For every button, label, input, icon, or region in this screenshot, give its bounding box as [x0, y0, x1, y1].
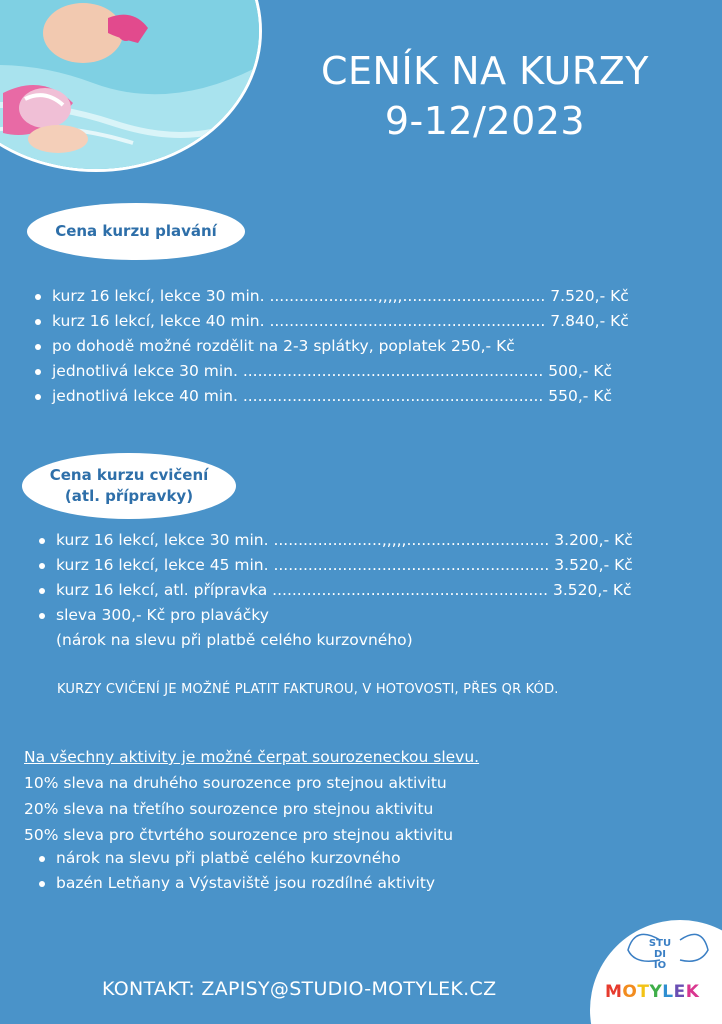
studio-motylek-logo [590, 920, 722, 1024]
list-item: kurz 16 lekcí, lekce 30 min. ......................,,,,,............................. 7.520,- Kč [32, 284, 652, 309]
title-line-1: CENÍK NA KURZY [320, 49, 650, 93]
list-item: kurz 16 lekcí, lekce 30 min. ......................,,,,,............................. 3.200,- Kč [36, 528, 656, 553]
logo-studio-line: IO [653, 960, 667, 971]
payment-note: KURZY CVIČENÍ JE MOŽNÉ PLATIT FAKTUROU, V HOTOVOSTI, PŘES QR KÓD. [57, 682, 559, 697]
list-item: po dohodě možné rozdělit na 2-3 splátky, poplatek 250,- Kč [32, 334, 652, 359]
exercise-label-line-2: (atl. přípravky) [64, 487, 194, 505]
title-line-2: 9-12/2023 [384, 99, 586, 143]
sibling-discount-section [24, 744, 479, 848]
list-item: kurz 16 lekcí, atl. přípravka ........................................................ 3.520,- Kč [36, 578, 656, 603]
page-title [300, 46, 670, 146]
swim-price-label-text: Cena kurzu plavání [55, 222, 217, 240]
sibling-discount-line: 50% sleva pro čtvrtého sourozence pro stejnou aktivitu [24, 826, 454, 844]
exercise-price-label [22, 453, 236, 519]
list-item: kurz 16 lekcí, lekce 45 min. ........................................................ 3.520,- Kč [36, 553, 656, 578]
sibling-discount-heading: Na všechny aktivity je možné čerpat sourozeneckou slevu. [24, 748, 480, 766]
exercise-label-line-1: Cena kurzu cvičení [49, 466, 209, 484]
logo-studio-text [640, 938, 680, 971]
list-item: nárok na slevu při platbě celého kurzovného [36, 846, 636, 871]
list-item: jednotlivá lekce 40 min. ............................................................. 550,- Kč [32, 384, 652, 409]
list-item: jednotlivá lekce 30 min. ............................................................. 500,- Kč [32, 359, 652, 384]
sibling-discount-bullets [36, 846, 636, 896]
logo-letter: M [605, 982, 623, 1002]
swim-price-list [32, 284, 652, 409]
list-item: bazén Letňany a Výstaviště jsou rozdílné aktivity [36, 871, 636, 896]
list-item: sleva 300,- Kč pro plaváčky [36, 603, 656, 628]
sibling-discount-line: 20% sleva na třetího sourozence pro stejnou aktivitu [24, 800, 434, 818]
sibling-discount-line: 10% sleva na druhého sourozence pro stejnou aktivitu [24, 774, 447, 792]
photo-illustration [0, 0, 262, 172]
logo-studio-line: DI [653, 949, 667, 960]
list-item: kurz 16 lekcí, lekce 40 min. ........................................................ 7.840,- Kč [32, 309, 652, 334]
logo-letter: E [673, 982, 686, 1002]
logo-letter: L [662, 982, 674, 1002]
butterfly-icon [590, 920, 722, 1024]
list-item-note: (nárok na slevu při platbě celého kurzovného) [56, 631, 413, 649]
logo-letter: K [685, 982, 700, 1002]
exercise-price-list [36, 528, 656, 653]
swim-price-label [27, 203, 245, 260]
contact-email: KONTAKT: ZAPISY@STUDIO-MOTYLEK.CZ [102, 978, 497, 1000]
swimming-children-photo [0, 0, 262, 172]
logo-studio-line: STU [648, 938, 672, 949]
logo-letter: Y [649, 982, 663, 1002]
logo-brand-name [605, 982, 699, 1002]
logo-letter: T [637, 982, 650, 1002]
logo-letter: O [622, 982, 638, 1002]
